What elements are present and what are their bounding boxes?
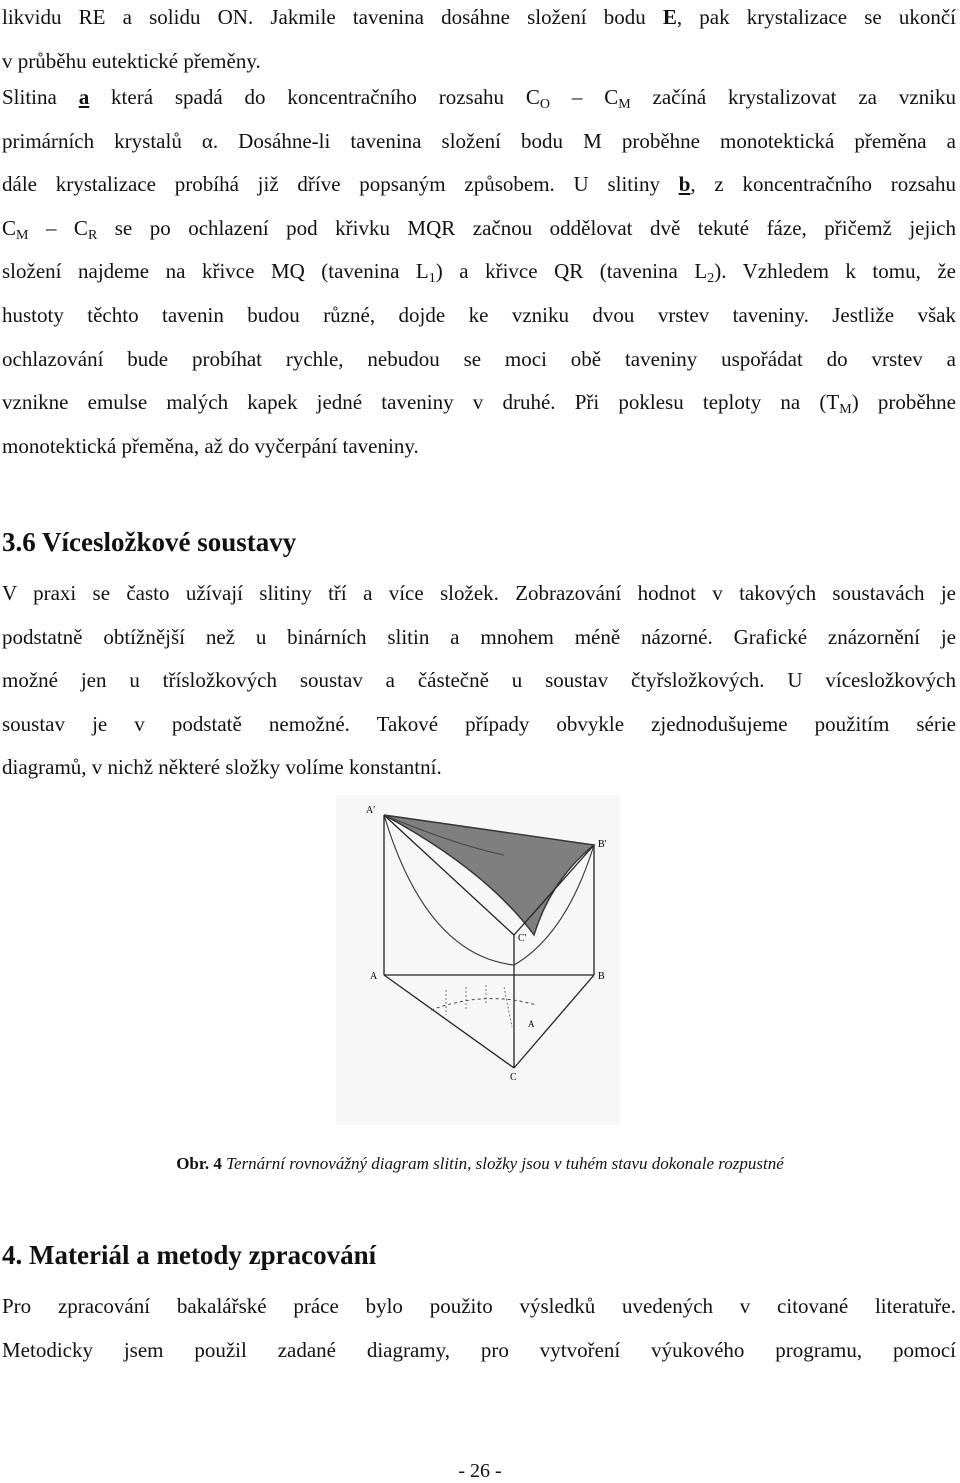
vertex-label: B	[598, 971, 605, 982]
text-line: primárních krystalů α. Dosáhne-li tavenina složení bodu M proběhne monotektická přeměna a	[2, 128, 956, 153]
paragraph-methods	[2, 1285, 956, 1372]
text-line: ochlazování bude probíhat rychle, nebudou se moci obě taveniny uspořádat do vrstev a	[2, 346, 956, 371]
text-line: Metodicky jsem použil zadané diagramy, pro vytvoření výukového programu, pomocí	[2, 1337, 956, 1362]
vertex-label: A'	[366, 805, 376, 816]
paragraph-intro	[2, 0, 956, 83]
text-line: dále krystalizace probíhá již dříve popsaným způsobem. U slitiny b, z koncentračního rozsahu	[2, 172, 957, 197]
vertex-label: C'	[518, 933, 527, 944]
page-number: - 26 -	[458, 1460, 502, 1482]
text-line: Pro zpracování bakalářské práce bylo použito výsledků uvedených v citované literatuře.	[2, 1294, 956, 1318]
point-label: A	[528, 1019, 535, 1029]
vertex-label: B'	[598, 839, 607, 850]
text-line: Slitina a která spadá do koncentračního rozsahu $C_O - C_M$ začíná krystalizovat za vzniku	[2, 85, 956, 112]
text-line: likvidu RE a solidu ON. Jakmile tavenina dosáhne složení bodu E, pak krystalizace se ukončí	[2, 5, 956, 29]
figure-caption	[0, 1154, 960, 1174]
projection-line	[504, 987, 512, 1027]
text-line: podstatně obtížnější než u binárních slitin a mnohem méně názorné. Grafické znázornění je	[2, 624, 956, 649]
text-line: diagramů, v nichž některé složky volíme konstantní.	[2, 755, 442, 780]
vertex-label: A	[370, 971, 378, 982]
text-line: $C_M - C_R$ se po ochlazení pod křivku MQR začnou oddělovat dvě tekuté fáze, přičemž jejich	[2, 215, 956, 243]
vertex-label: C	[510, 1072, 517, 1083]
base-edge	[514, 975, 594, 1068]
text-line: hustoty těchto tavenin budou různé, dojde ke vzniku dvou vrstev taveniny. Jestliže však	[2, 302, 956, 327]
text-line: složení najdeme na křivce MQ (tavenina $L_1$) a křivce QR (tavenina $L_2$). Vzhledem k tomu, že	[2, 259, 956, 287]
text-line: soustav je v podstatě nemožné. Takové případy obvykle zjednodušujeme použitím série	[2, 711, 956, 736]
text-line: V praxi se často užívají slitiny tří a více složek. Zobrazování hodnot v takových soustavách je	[2, 581, 956, 605]
section-heading: 3.6 Vícesložkové soustavy	[2, 527, 297, 557]
text-line: vznikne emulse malých kapek jedné taveniny v druhé. Při poklesu teploty na $(T_M)$ proběhne	[2, 390, 956, 418]
paragraph-multicomponent	[2, 572, 956, 790]
ternary-diagram-figure	[336, 795, 620, 1125]
text-line: monotektická přeměna, až do vyčerpání taveniny.	[2, 433, 419, 458]
base-edge	[384, 975, 514, 1068]
caption-text: Ternární rovnovážný diagram slitin, složky jsou v tuhém stavu dokonale rozpustné	[221, 1154, 784, 1173]
section-heading: 4. Materiál a metody zpracování	[2, 1240, 377, 1270]
text-line: možné jen u třísložkových soustav a částečně u soustav čtyřsložkových. U vícesložkových	[2, 668, 956, 693]
ternary-prism-diagram	[336, 795, 620, 1125]
projection-curve	[431, 999, 536, 1010]
text-line: v průběhu eutektické přeměny.	[2, 48, 261, 73]
paragraph-monotectic	[2, 76, 956, 468]
caption-label: Obr. 4	[176, 1154, 222, 1173]
